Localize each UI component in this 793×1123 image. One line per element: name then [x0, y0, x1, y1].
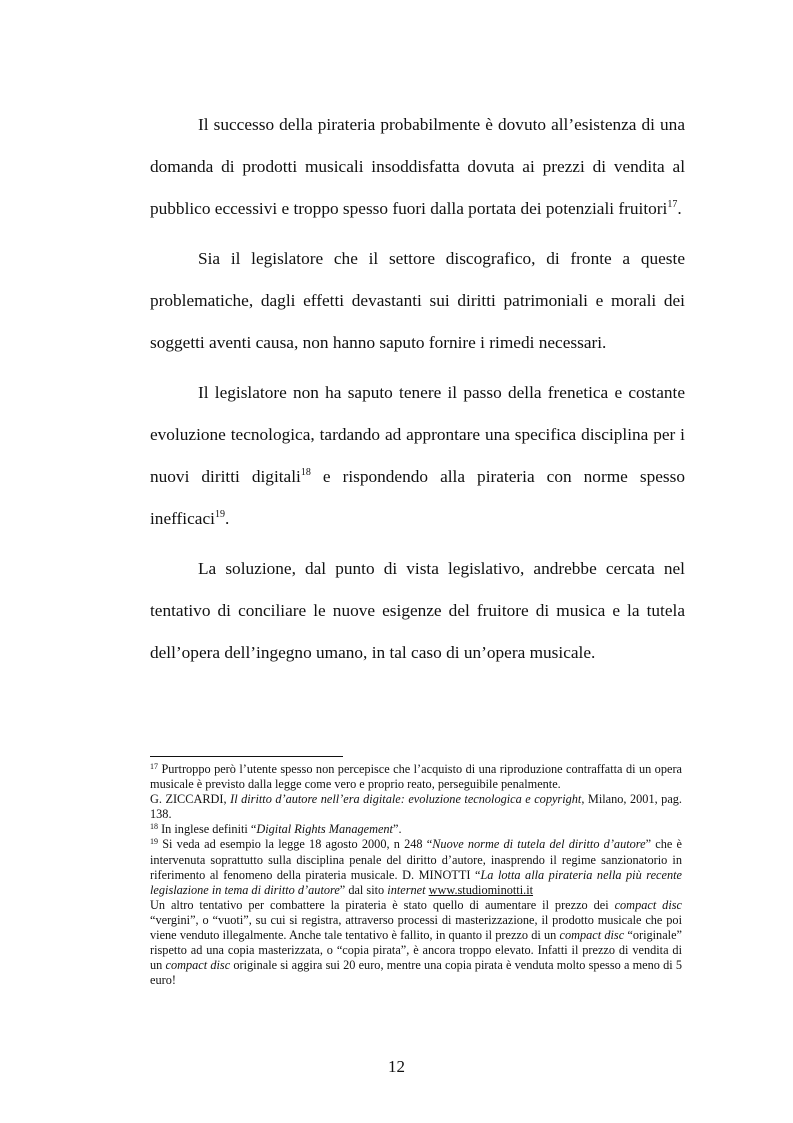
footnote-19 [150, 837, 682, 897]
footnote-19-article-title: La lotta alla pirateria nella più recente legislazione in tema di diritto d’autore [150, 867, 682, 897]
footnote-18-italic: Digital Rights Management [256, 822, 393, 837]
paragraph-1-end: . [677, 199, 682, 218]
footnote-19-number: 19 [150, 837, 158, 847]
citation-author: G. ZICCARDI, [150, 792, 231, 807]
footnote-separator [150, 756, 343, 757]
paragraph-3-text-a: Il legislatore non ha saputo tenere il passo della frenetica e costante evoluzione tecnologica, tardando ad approntare una specifica disciplina per i nuovi diritti digitali [150, 383, 685, 486]
footnote-ref-19[interactable]: 19 [214, 509, 225, 520]
footnote-19b-italic-c: compact disc [165, 958, 231, 973]
paragraph-2: Sia il legislatore che il settore discografico, di fronte a queste problematiche, dagli effetti devastanti sui diritti patrimoniali e morali dei soggetti aventi causa, non hanno saputo fornire i rimedi necessari. [150, 249, 685, 352]
citation-title: Il diritto d’autore nell’era digitale: evoluzione tecnologica e copyright [230, 792, 582, 807]
paragraph-3 [150, 372, 685, 540]
footnote-19b-italic-a: compact disc [614, 897, 682, 912]
footnote-17-text: Purtroppo però l’utente spesso non percepisce che l’acquisto di una riproduzione contraffatta di un opera musicale è previsto dalla legge come vero e proprio reato, perseguibile penalmente. [150, 762, 682, 792]
footnote-ref-18[interactable]: 18 [300, 467, 311, 478]
citation-rest: , Milano, 2001, pag. 138. [150, 792, 682, 822]
footnote-ref-17[interactable]: 17 [667, 199, 678, 210]
footnote-19b-italic-b: compact disc [559, 928, 625, 943]
footnote-19b-text-d: originale si aggira sui 20 euro, mentre una copia pirata è venduta molto spesso a meno di 5 euro! [150, 958, 683, 988]
body-text [150, 104, 685, 682]
footnote-19-internet: internet [387, 882, 426, 897]
footnote-18-number: 18 [150, 822, 158, 832]
footnote-18-text: In inglese definiti “ [158, 822, 257, 837]
paragraph-3-end: . [224, 509, 230, 528]
footnote-19b-text-a: Un altro tentativo per combattere la pirateria è stato quello di aumentare il prezzo dei [150, 897, 615, 912]
footnote-19b-text-b: “vergini”, o “vuoti”, su cui si registra, attraverso processi di masterizzazione, il prodotto musicale che poi viene venduto illegalmente. Anche tale tentativo è fallito, in quanto il prezzo di un [150, 912, 682, 943]
paragraph-1 [150, 104, 685, 230]
footnote-19-text-b: ” che è intervenuta soprattutto sulla disciplina penale del diritto d’autore, inasprendo il regime sanzionatorio in riferimento al fenomeno della pirateria musicale. D. MINOTTI “ [150, 837, 682, 882]
footnote-17 [150, 762, 682, 792]
footnote-18 [150, 822, 682, 837]
footnote-19-text-a: Si veda ad esempio la legge 18 agosto 2000, n 248 “ [158, 837, 433, 852]
studiominotti-link[interactable]: www.studiominotti.it [428, 882, 534, 897]
page-number: 12 [388, 1057, 405, 1076]
footnote-19b-text-c: “originale” rispetto ad una copia masterizzata, o “copia pirata”, è ancora troppo elevato. Infatti il prezzo di vendita di un [150, 928, 682, 973]
footnote-19-text-c: ” dal sito [339, 882, 388, 897]
footnote-17-citation [150, 792, 682, 822]
footnote-19-continued [150, 898, 682, 989]
paragraph-4: La soluzione, dal punto di vista legislativo, andrebbe cercata nel tentativo di conciliare le nuove esigenze del fruitore di musica e la tutela dell’opera dell’ingegno umano, in tal caso di un’opera musicale. [150, 559, 685, 662]
footnotes [150, 762, 682, 988]
footnote-18-end: ”. [392, 822, 402, 837]
paragraph-3-text-b: e rispondendo alla pirateria con norme spesso inefficaci [150, 467, 685, 528]
footnote-17-number: 17 [150, 762, 158, 771]
paragraph-1-text: Il successo della pirateria probabilmente è dovuto all’esistenza di una domanda di prodotti musicali insoddisfatta dovuta ai prezzi di vendita al pubblico eccessivi e troppo spesso fuori dalla portata dei potenziali fruitori [150, 115, 685, 218]
footnote-19-law-title: Nuove norme di tutela del diritto d’autore [432, 837, 646, 852]
